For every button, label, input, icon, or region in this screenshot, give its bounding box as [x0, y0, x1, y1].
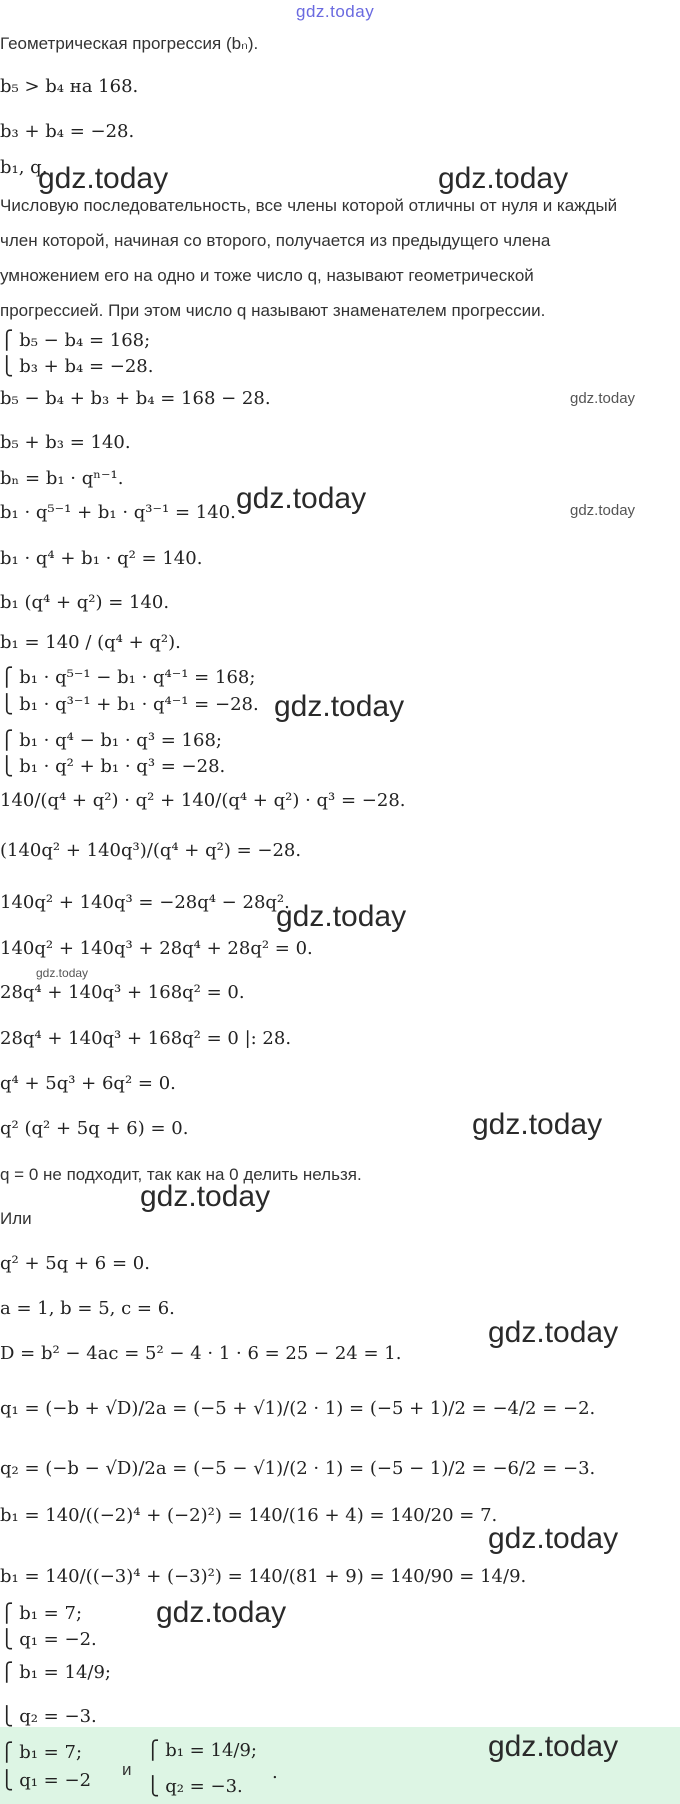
solution-1-row-1: ⎧ b₁ = 7; [0, 1603, 83, 1624]
or-line: Или [0, 1209, 32, 1228]
watermark: gdz.today [488, 1522, 619, 1555]
b1-case-2: b₁ = 140/((−3)⁴ + (−3)²) = 140/(81 + 9) = 140/90 = 14/9. [0, 1566, 527, 1587]
step-line: 140/(q⁴ + q²) · q² + 140/(q⁴ + q²) · q³ = −28. [0, 790, 406, 811]
step-line: 140q² + 140q³ = −28q⁴ − 28q². [0, 892, 290, 913]
watermark: gdz.today [488, 1316, 619, 1349]
answer-2-row-1: ⎧ b₁ = 14/9; [146, 1740, 257, 1761]
step-line: q⁴ + 5q³ + 6q² = 0. [0, 1073, 176, 1094]
solution-2-row-2: ⎩ q₂ = −3. [0, 1706, 97, 1727]
step-line: (140q² + 140q³)/(q⁴ + q²) = −28. [0, 840, 302, 861]
answer-end: . [272, 1762, 278, 1783]
watermark: gdz.today [274, 690, 405, 723]
root-2-line: q₂ = (−b − √D)/2a = (−5 − √1)/(2 · 1) = (−5 − 1)/2 = −6/2 = −3. [0, 1458, 596, 1479]
watermark: gdz.today [570, 502, 636, 519]
step-line: b₁ · q⁵⁻¹ + b₁ · q³⁻¹ = 140. [0, 502, 236, 523]
watermark: gdz.today [438, 162, 569, 195]
step-line: a = 1, b = 5, c = 6. [0, 1298, 175, 1319]
step-line: b₁ (q⁴ + q²) = 140. [0, 592, 170, 613]
answer-1-row-2: ⎩ q₁ = −2 [0, 1770, 92, 1791]
given-condition-2: b₃ + b₄ = −28. [0, 121, 135, 142]
answer-and: и [122, 1760, 132, 1779]
definition-line-1: Числовую последовательность, все члены которой отличны от нуля и каждый [0, 196, 618, 215]
discriminant-line: D = b² − 4ac = 5² − 4 · 1 · 6 = 25 − 24 = 1. [0, 1343, 402, 1364]
step-line: 140q² + 140q³ + 28q⁴ + 28q² = 0. [0, 938, 313, 959]
step-line: b₅ + b₃ = 140. [0, 432, 131, 453]
watermark-top: gdz.today [296, 2, 375, 21]
step-line: b₁ · q⁴ + b₁ · q² = 140. [0, 548, 203, 569]
formula-line: bₙ = b₁ · qⁿ⁻¹. [0, 468, 124, 489]
definition-line-3: умножением его на одно и тоже число q, называют геометрической [0, 266, 534, 285]
watermark: gdz.today [140, 1180, 271, 1213]
definition-line-4: прогрессией. При этом число q называют знаменателем прогрессии. [0, 301, 546, 320]
step-line: b₅ − b₄ + b₃ + b₄ = 168 − 28. [0, 388, 271, 409]
watermark: gdz.today [488, 1730, 619, 1763]
given-condition-1: b₅ > b₄ на 168. [0, 76, 139, 97]
system-3-row-1: ⎧ b₁ · q⁴ − b₁ · q³ = 168; [0, 730, 222, 751]
b1-case-1: b₁ = 140/((−2)⁴ + (−2)²) = 140/(16 + 4) = 140/20 = 7. [0, 1505, 498, 1526]
watermark: gdz.today [156, 1596, 287, 1629]
answer-2-row-2: ⎩ q₂ = −3. [146, 1776, 243, 1797]
find-line: b₁, q. [0, 157, 48, 178]
watermark: gdz.today [570, 390, 636, 407]
watermark: gdz.today [36, 966, 89, 980]
watermark: gdz.today [472, 1108, 603, 1141]
watermark: gdz.today [38, 162, 169, 195]
system-3-row-2: ⎩ b₁ · q² + b₁ · q³ = −28. [0, 756, 226, 777]
solution-2-row-1: ⎧ b₁ = 14/9; [0, 1662, 111, 1683]
system-1-row-2: ⎩ b₃ + b₄ = −28. [0, 356, 154, 377]
system-2-row-1: ⎧ b₁ · q⁵⁻¹ − b₁ · q⁴⁻¹ = 168; [0, 667, 256, 688]
given-sequence: Геометрическая прогрессия (bₙ). [0, 34, 259, 53]
root-1-line: q₁ = (−b + √D)/2a = (−5 + √1)/(2 · 1) = (−5 + 1)/2 = −4/2 = −2. [0, 1398, 596, 1419]
note-line: q = 0 не подходит, так как на 0 делить нельзя. [0, 1165, 362, 1184]
step-line: b₁ = 140 / (q⁴ + q²). [0, 632, 181, 653]
step-line: q² + 5q + 6 = 0. [0, 1253, 150, 1274]
answer-1-row-1: ⎧ b₁ = 7; [0, 1742, 83, 1763]
step-line: q² (q² + 5q + 6) = 0. [0, 1118, 189, 1139]
system-1-row-1: ⎧ b₅ − b₄ = 168; [0, 330, 151, 351]
watermark: gdz.today [236, 482, 367, 515]
step-line: 28q⁴ + 140q³ + 168q² = 0 |: 28. [0, 1028, 292, 1049]
definition-line-2: член которой, начиная со второго, получается из предыдущего члена [0, 231, 551, 250]
system-2-row-2: ⎩ b₁ · q³⁻¹ + b₁ · q⁴⁻¹ = −28. [0, 694, 259, 715]
watermark: gdz.today [276, 900, 407, 933]
solution-1-row-2: ⎩ q₁ = −2. [0, 1629, 97, 1650]
step-line: 28q⁴ + 140q³ + 168q² = 0. [0, 982, 245, 1003]
